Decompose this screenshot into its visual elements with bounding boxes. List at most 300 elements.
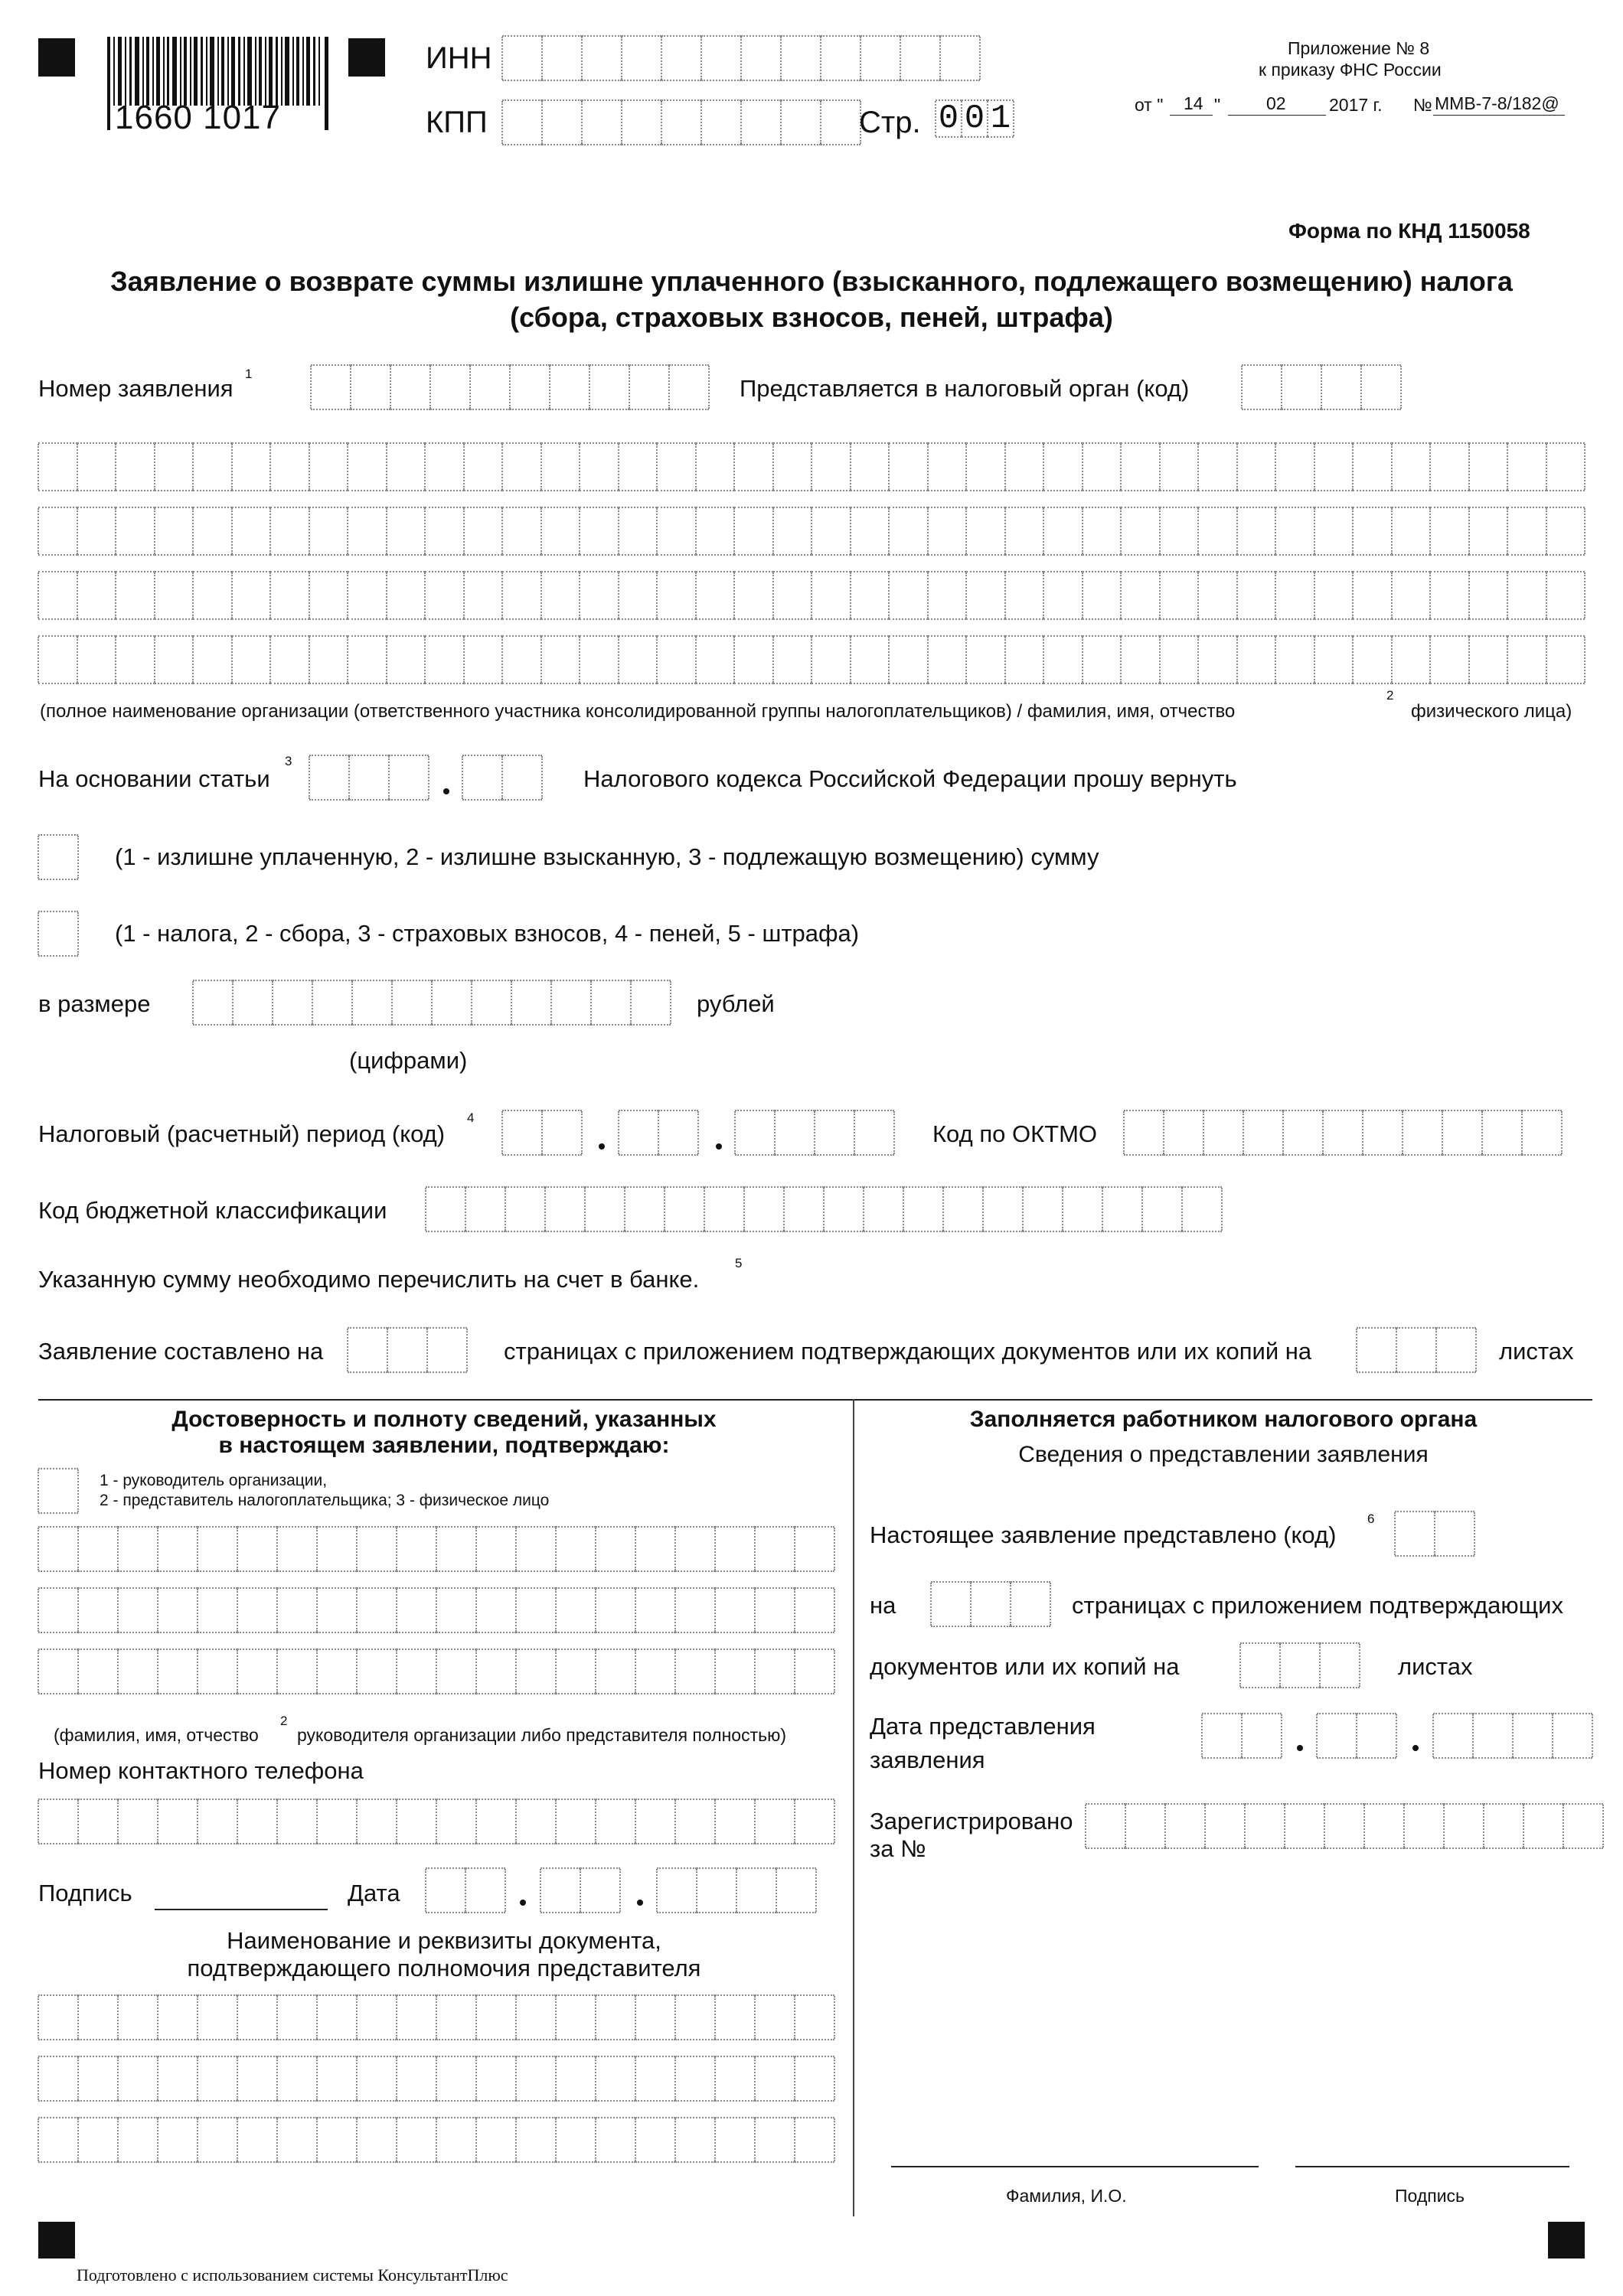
character-cell[interactable] (116, 507, 155, 556)
character-cell[interactable] (118, 2056, 158, 2102)
officer-name-line[interactable] (891, 2166, 1259, 2167)
character-cell[interactable] (966, 571, 1005, 620)
character-cell[interactable] (464, 635, 503, 684)
received-pages-input[interactable] (931, 1581, 1050, 1627)
character-cell[interactable] (596, 1799, 635, 1844)
character-cell[interactable] (1323, 1110, 1363, 1156)
character-cell[interactable] (596, 1587, 635, 1633)
character-cell[interactable] (931, 1581, 971, 1627)
character-cell[interactable] (851, 442, 890, 491)
character-cell[interactable] (1357, 1713, 1396, 1759)
amount-input[interactable] (193, 980, 671, 1026)
grid-row[interactable] (38, 1994, 834, 2040)
character-cell[interactable] (928, 571, 967, 620)
character-cell[interactable] (741, 99, 781, 145)
character-cell[interactable] (158, 1526, 198, 1572)
character-cell[interactable] (776, 1867, 816, 1913)
character-cell[interactable] (622, 99, 661, 145)
character-cell[interactable] (596, 1526, 635, 1572)
character-cell[interactable] (1237, 507, 1276, 556)
character-cell[interactable] (277, 1994, 317, 2040)
character-cell[interactable] (1392, 635, 1431, 684)
character-cell[interactable] (38, 571, 77, 620)
character-cell[interactable] (436, 1526, 476, 1572)
article-number-input[interactable] (309, 755, 429, 801)
character-cell[interactable] (635, 2056, 675, 2102)
character-cell[interactable] (580, 1867, 620, 1913)
date-month-input[interactable] (540, 1867, 620, 1913)
character-cell[interactable] (502, 635, 541, 684)
character-cell[interactable] (390, 364, 430, 410)
character-cell[interactable] (812, 507, 851, 556)
grid-row[interactable] (38, 1526, 834, 1572)
character-cell[interactable] (198, 2117, 237, 2163)
character-cell[interactable] (775, 1110, 815, 1156)
character-cell[interactable] (715, 1799, 755, 1844)
character-cell[interactable] (1507, 571, 1546, 620)
character-cell[interactable] (273, 980, 312, 1026)
character-cell[interactable] (116, 635, 155, 684)
character-cell[interactable] (928, 635, 967, 684)
character-cell[interactable] (1121, 571, 1160, 620)
character-cell[interactable] (585, 1186, 625, 1232)
character-cell[interactable] (545, 1186, 585, 1232)
character-cell[interactable] (432, 980, 472, 1026)
character-cell[interactable] (516, 1526, 556, 1572)
character-cell[interactable] (1083, 571, 1122, 620)
character-cell[interactable] (158, 2056, 198, 2102)
character-cell[interactable] (158, 1799, 198, 1844)
character-cell[interactable] (1237, 442, 1276, 491)
character-cell[interactable] (317, 1994, 357, 2040)
character-cell[interactable] (397, 2117, 436, 2163)
character-cell[interactable] (1121, 507, 1160, 556)
character-cell[interactable] (77, 442, 116, 491)
character-cell[interactable] (193, 442, 232, 491)
character-cell[interactable] (1546, 635, 1585, 684)
character-cell[interactable] (542, 35, 582, 81)
character-cell[interactable] (1430, 571, 1469, 620)
character-cell[interactable] (38, 635, 77, 684)
submission-day-input[interactable] (1202, 1713, 1282, 1759)
character-cell[interactable] (476, 1587, 516, 1633)
kbk-input[interactable] (426, 1186, 1222, 1232)
character-cell[interactable] (1361, 364, 1401, 410)
character-cell[interactable] (1522, 1110, 1562, 1156)
officer-signature-line[interactable] (1295, 2166, 1569, 2167)
character-cell[interactable] (1275, 442, 1314, 491)
character-cell[interactable] (1198, 507, 1237, 556)
character-cell[interactable] (542, 1110, 582, 1156)
grid-row[interactable] (38, 507, 1585, 556)
character-cell[interactable] (1023, 1186, 1063, 1232)
character-cell[interactable] (1507, 442, 1546, 491)
grid-row[interactable] (38, 635, 1585, 684)
tax-authority-code-input[interactable] (1242, 364, 1401, 410)
character-cell[interactable] (270, 507, 309, 556)
character-cell[interactable] (118, 1994, 158, 2040)
character-cell[interactable] (1275, 635, 1314, 684)
character-cell[interactable] (1242, 1713, 1282, 1759)
character-cell[interactable] (715, 1994, 755, 2040)
character-cell[interactable] (516, 1587, 556, 1633)
character-cell[interactable] (701, 35, 741, 81)
character-cell[interactable] (348, 635, 387, 684)
grid-row[interactable] (38, 571, 1585, 620)
character-cell[interactable] (735, 1110, 775, 1156)
character-cell[interactable] (556, 1799, 596, 1844)
character-cell[interactable] (1083, 635, 1122, 684)
character-cell[interactable] (669, 364, 709, 410)
character-cell[interactable] (1242, 364, 1282, 410)
period-part2-input[interactable] (619, 1110, 698, 1156)
character-cell[interactable] (1392, 442, 1431, 491)
character-cell[interactable] (1469, 442, 1508, 491)
character-cell[interactable] (815, 1110, 854, 1156)
character-cell[interactable] (78, 1994, 118, 2040)
character-cell[interactable] (436, 2117, 476, 2163)
character-cell[interactable] (541, 635, 580, 684)
character-cell[interactable] (472, 980, 511, 1026)
character-cell[interactable] (589, 364, 629, 410)
character-cell[interactable] (1404, 1803, 1444, 1849)
character-cell[interactable] (464, 442, 503, 491)
character-cell[interactable] (657, 635, 696, 684)
character-cell[interactable] (502, 442, 541, 491)
character-cell[interactable] (755, 1587, 795, 1633)
character-cell[interactable] (1280, 1642, 1320, 1688)
character-cell[interactable] (38, 1526, 78, 1572)
character-cell[interactable] (317, 1799, 357, 1844)
character-cell[interactable] (715, 1526, 755, 1572)
character-cell[interactable] (1160, 507, 1199, 556)
character-cell[interactable] (1285, 1803, 1324, 1849)
character-cell[interactable] (1198, 635, 1237, 684)
character-cell[interactable] (966, 635, 1005, 684)
character-cell[interactable] (348, 442, 387, 491)
character-cell[interactable] (821, 99, 860, 145)
character-cell[interactable] (860, 35, 900, 81)
character-cell[interactable] (237, 1587, 277, 1633)
character-cell[interactable] (556, 2056, 596, 2102)
character-cell[interactable] (665, 1186, 704, 1232)
sum-type-input[interactable] (38, 834, 78, 880)
character-cell[interactable] (1317, 1713, 1357, 1759)
character-cell[interactable] (773, 442, 812, 491)
character-cell[interactable] (556, 1994, 596, 2040)
character-cell[interactable] (357, 1799, 397, 1844)
character-cell[interactable] (1314, 442, 1354, 491)
character-cell[interactable] (158, 1587, 198, 1633)
character-cell[interactable] (580, 571, 619, 620)
character-cell[interactable] (397, 1649, 436, 1694)
character-cell[interactable] (436, 1649, 476, 1694)
character-cell[interactable] (1546, 507, 1585, 556)
character-cell[interactable] (232, 507, 271, 556)
character-cell[interactable] (1546, 571, 1585, 620)
character-cell[interactable] (237, 1526, 277, 1572)
character-cell[interactable] (349, 755, 389, 801)
character-cell[interactable] (397, 1587, 436, 1633)
character-cell[interactable] (198, 1994, 237, 2040)
character-cell[interactable] (675, 2117, 715, 2163)
character-cell[interactable] (1243, 1110, 1283, 1156)
character-cell[interactable] (118, 1587, 158, 1633)
character-cell[interactable] (193, 507, 232, 556)
character-cell[interactable] (237, 2117, 277, 2163)
character-cell[interactable] (502, 35, 542, 81)
character-cell[interactable] (277, 1799, 317, 1844)
character-cell[interactable] (78, 2117, 118, 2163)
character-cell[interactable] (697, 1867, 736, 1913)
character-cell[interactable] (773, 635, 812, 684)
character-cell[interactable] (715, 1587, 755, 1633)
character-cell[interactable] (1507, 635, 1546, 684)
character-cell[interactable] (357, 1526, 397, 1572)
character-cell[interactable] (821, 35, 860, 81)
character-cell[interactable] (889, 442, 928, 491)
character-cell[interactable] (465, 1186, 505, 1232)
character-cell[interactable] (1469, 507, 1508, 556)
character-cell[interactable] (966, 442, 1005, 491)
character-cell[interactable] (38, 442, 77, 491)
date-day-input[interactable] (426, 1867, 505, 1913)
character-cell[interactable] (1482, 1110, 1522, 1156)
character-cell[interactable] (701, 99, 741, 145)
oktmo-input[interactable] (1124, 1110, 1562, 1156)
character-cell[interactable] (781, 35, 821, 81)
character-cell[interactable] (734, 635, 773, 684)
character-cell[interactable] (619, 1110, 658, 1156)
character-cell[interactable] (476, 1994, 516, 2040)
character-cell[interactable] (1392, 507, 1431, 556)
character-cell[interactable] (312, 980, 352, 1026)
character-cell[interactable] (1484, 1803, 1523, 1849)
character-cell[interactable] (541, 442, 580, 491)
character-cell[interactable] (309, 571, 348, 620)
character-cell[interactable] (78, 1587, 118, 1633)
character-cell[interactable] (596, 1649, 635, 1694)
character-cell[interactable] (635, 1994, 675, 2040)
character-cell[interactable] (657, 571, 696, 620)
character-cell[interactable] (348, 571, 387, 620)
character-cell[interactable] (237, 1649, 277, 1694)
character-cell[interactable] (773, 507, 812, 556)
character-cell[interactable] (1363, 1110, 1403, 1156)
character-cell[interactable] (158, 2117, 198, 2163)
character-cell[interactable] (357, 1587, 397, 1633)
character-cell[interactable] (78, 1799, 118, 1844)
character-cell[interactable] (812, 571, 851, 620)
character-cell[interactable] (625, 1186, 665, 1232)
character-cell[interactable] (470, 364, 510, 410)
character-cell[interactable] (351, 364, 390, 410)
character-cell[interactable] (155, 507, 194, 556)
character-cell[interactable] (38, 1468, 78, 1514)
character-cell[interactable] (232, 571, 271, 620)
application-number-input[interactable] (311, 364, 709, 410)
character-cell[interactable] (118, 1649, 158, 1694)
character-cell[interactable] (1121, 442, 1160, 491)
character-cell[interactable] (116, 571, 155, 620)
character-cell[interactable] (1237, 571, 1276, 620)
character-cell[interactable] (352, 980, 392, 1026)
character-cell[interactable] (277, 2117, 317, 2163)
character-cell[interactable] (1125, 1803, 1165, 1849)
character-cell[interactable] (270, 635, 309, 684)
character-cell[interactable] (317, 1649, 357, 1694)
grid-row[interactable] (38, 442, 1585, 491)
character-cell[interactable] (505, 1186, 545, 1232)
character-cell[interactable] (1357, 1327, 1396, 1373)
character-cell[interactable] (675, 2056, 715, 2102)
date-year-input[interactable] (657, 1867, 816, 1913)
character-cell[interactable] (118, 1526, 158, 1572)
character-cell[interactable] (1205, 1803, 1245, 1849)
character-cell[interactable] (854, 1110, 894, 1156)
character-cell[interactable] (1043, 442, 1083, 491)
character-cell[interactable] (155, 635, 194, 684)
character-cell[interactable] (1275, 571, 1314, 620)
character-cell[interactable] (476, 2117, 516, 2163)
character-cell[interactable] (551, 980, 591, 1026)
character-cell[interactable] (619, 442, 658, 491)
character-cell[interactable] (734, 442, 773, 491)
signature-line[interactable] (155, 1909, 328, 1910)
character-cell[interactable] (1546, 442, 1585, 491)
grid-row[interactable] (38, 2117, 834, 2163)
registration-number-input[interactable] (1086, 1803, 1603, 1849)
character-cell[interactable] (1353, 507, 1392, 556)
character-cell[interactable] (812, 635, 851, 684)
character-cell[interactable] (1469, 571, 1508, 620)
kpp-input[interactable] (502, 99, 860, 145)
character-cell[interactable] (270, 571, 309, 620)
character-cell[interactable] (430, 364, 470, 410)
character-cell[interactable] (631, 980, 671, 1026)
character-cell[interactable] (476, 1799, 516, 1844)
character-cell[interactable] (542, 99, 582, 145)
character-cell[interactable] (966, 507, 1005, 556)
character-cell[interactable] (198, 2056, 237, 2102)
character-cell[interactable] (824, 1186, 864, 1232)
character-cell[interactable] (198, 1587, 237, 1633)
character-cell[interactable] (1005, 571, 1044, 620)
character-cell[interactable] (1507, 507, 1546, 556)
character-cell[interactable] (851, 507, 890, 556)
character-cell[interactable] (696, 442, 735, 491)
character-cell[interactable] (476, 2056, 516, 2102)
character-cell[interactable] (516, 1649, 556, 1694)
character-cell[interactable] (635, 2117, 675, 2163)
character-cell[interactable] (864, 1186, 903, 1232)
character-cell[interactable] (1043, 635, 1083, 684)
character-cell[interactable] (502, 571, 541, 620)
character-cell[interactable] (1203, 1110, 1243, 1156)
character-cell[interactable] (851, 635, 890, 684)
character-cell[interactable] (889, 507, 928, 556)
character-cell[interactable] (1353, 635, 1392, 684)
character-cell[interactable] (812, 442, 851, 491)
character-cell[interactable] (1396, 1327, 1436, 1373)
character-cell[interactable] (675, 1994, 715, 2040)
character-cell[interactable] (1102, 1186, 1142, 1232)
sheets-count-input[interactable] (1357, 1327, 1476, 1373)
character-cell[interactable] (309, 442, 348, 491)
character-cell[interactable] (426, 1867, 465, 1913)
character-cell[interactable] (928, 507, 967, 556)
article-part-input[interactable] (462, 755, 542, 801)
character-cell[interactable] (465, 1867, 505, 1913)
character-cell[interactable] (38, 1587, 78, 1633)
character-cell[interactable] (755, 1649, 795, 1694)
character-cell[interactable] (193, 980, 233, 1026)
character-cell[interactable] (851, 571, 890, 620)
character-cell[interactable] (635, 1799, 675, 1844)
character-cell[interactable] (1202, 1713, 1242, 1759)
character-cell[interactable] (387, 442, 426, 491)
character-cell[interactable] (550, 364, 589, 410)
character-cell[interactable] (696, 571, 735, 620)
character-cell[interactable] (1275, 507, 1314, 556)
character-cell[interactable] (78, 2056, 118, 2102)
character-cell[interactable] (1043, 507, 1083, 556)
character-cell[interactable] (436, 1994, 476, 2040)
character-cell[interactable] (619, 571, 658, 620)
character-cell[interactable] (502, 507, 541, 556)
character-cell[interactable] (940, 35, 980, 81)
character-cell[interactable] (397, 1526, 436, 1572)
character-cell[interactable] (502, 755, 542, 801)
submission-month-input[interactable] (1317, 1713, 1396, 1759)
character-cell[interactable] (77, 635, 116, 684)
character-cell[interactable] (591, 980, 631, 1026)
character-cell[interactable] (795, 1649, 834, 1694)
character-cell[interactable] (232, 442, 271, 491)
character-cell[interactable] (795, 1799, 834, 1844)
character-cell[interactable] (516, 2117, 556, 2163)
character-cell[interactable] (596, 1994, 635, 2040)
character-cell[interactable] (795, 2056, 834, 2102)
character-cell[interactable] (1436, 1327, 1476, 1373)
character-cell[interactable] (392, 980, 432, 1026)
character-cell[interactable] (425, 571, 464, 620)
character-cell[interactable] (1005, 507, 1044, 556)
character-cell[interactable] (502, 1110, 542, 1156)
character-cell[interactable] (155, 571, 194, 620)
character-cell[interactable] (675, 1649, 715, 1694)
character-cell[interactable] (1364, 1803, 1404, 1849)
character-cell[interactable] (387, 1327, 427, 1373)
character-cell[interactable] (1160, 442, 1199, 491)
character-cell[interactable] (425, 442, 464, 491)
character-cell[interactable] (1433, 1713, 1473, 1759)
character-cell[interactable] (38, 507, 77, 556)
character-cell[interactable] (198, 1799, 237, 1844)
pages-count-input[interactable] (348, 1327, 467, 1373)
character-cell[interactable] (502, 99, 542, 145)
character-cell[interactable] (77, 507, 116, 556)
character-cell[interactable] (464, 571, 503, 620)
character-cell[interactable] (657, 1867, 697, 1913)
character-cell[interactable] (427, 1327, 467, 1373)
character-cell[interactable] (755, 2056, 795, 2102)
character-cell[interactable] (464, 507, 503, 556)
character-cell[interactable] (556, 2117, 596, 2163)
character-cell[interactable] (1320, 1642, 1360, 1688)
character-cell[interactable] (237, 1799, 277, 1844)
character-cell[interactable] (1435, 1511, 1474, 1557)
